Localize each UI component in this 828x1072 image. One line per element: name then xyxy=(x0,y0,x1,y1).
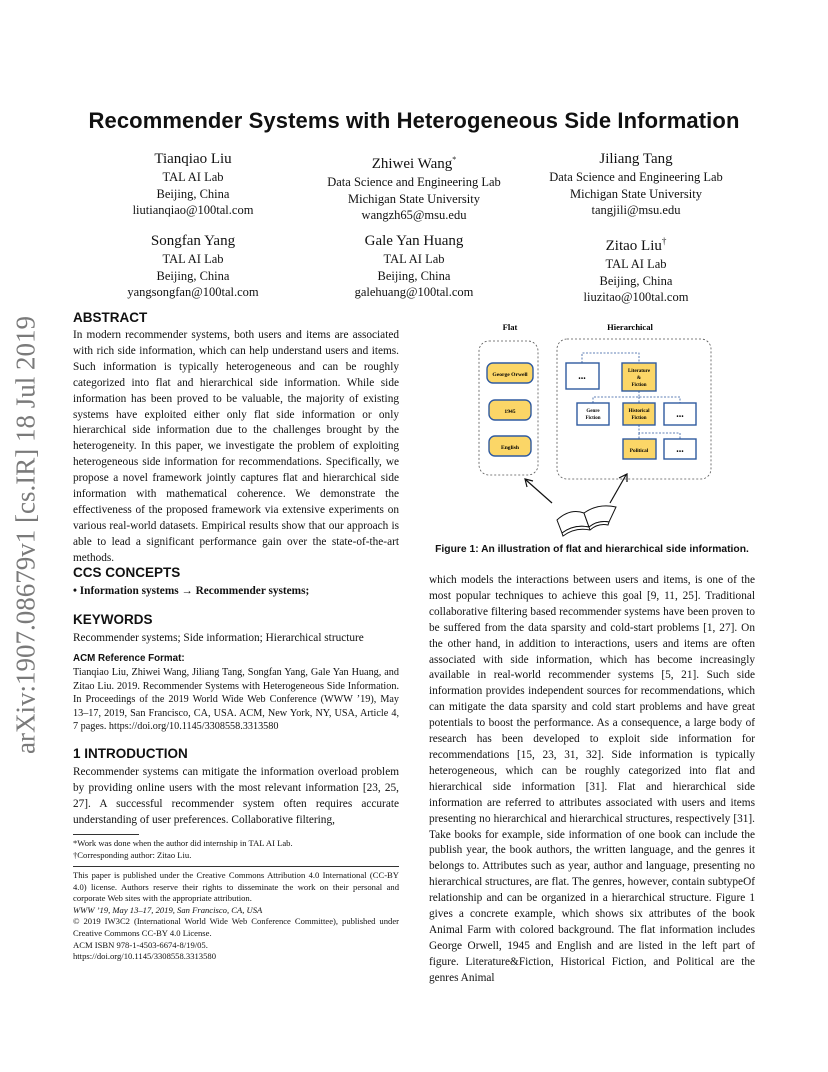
doi-line: https://doi.org/10.1145/3308558.3313580 xyxy=(73,951,216,962)
intro-continued-text: which models the interactions between users and items, is one of the most popular techniques to achieve this goal [9, 11, 25]. Traditional collaborative filtering based recommender systems have been proven to be suffered from the data sparsity and cold-start problems [1, 27]. On the other hand, in addition to interactions, users and items are often associated with side information, which has become increasingly available in real-world recommender systems [5, 21]. Such side information provides independent sources for recommendations, which can mitigate the data sparsity and cold start problems and have great potentials to boost the performance. As a consequence, a large body of research has been developed to exploit side information for recommendations [15, 23, 31, 32]. Side information is typically heterogeneous, which can be roughly categorized into flat and hierarchical side information [31]. Flat and hierarchical side information are referred to attributes associated with users and items presenting no hierarchical and hierarchical structures, respectively [31]. Take books for example, side information of one book can include the publish year, the book authors, the written language, and the genres it belongs to. Attributes such as year, author and language, presenting no hierarchical structures, are flat. The genres, however, contain subtypeOf relationship and can be organized in a hierarchical structure. Figure 1 gives a concrete example, which shows six attributes of the book Animal Farm with colored background. The flat information includes George Orwell, 1945 and English and are listed in the left part of figure. Literature&Fiction, Historical Fiction, and Political are the genres Animal xyxy=(429,574,755,984)
figure-flat-label: Flat xyxy=(502,322,518,332)
author-mark: † xyxy=(661,236,667,246)
author-name: Jiliang Tang xyxy=(599,151,673,167)
author-affil: Beijing, China xyxy=(156,268,230,283)
author-affil: Beijing, China xyxy=(156,186,230,201)
figure-caption: Figure 1: An illustration of flat and hierarchical side information. xyxy=(435,544,749,555)
author-affil: Data Science and Engineering Lab xyxy=(549,170,723,184)
abstract-heading: ABSTRACT xyxy=(73,310,148,325)
author-affil: TAL AI Lab xyxy=(605,257,667,271)
keywords-section xyxy=(73,612,399,647)
hier-literature-label: & xyxy=(636,376,642,381)
acm-ref-text: Tianqiao Liu, Zhiwei Wang, Jiliang Tang, Songfan Yang, Gale Yan Huang, and Zitao Liu. 2019. Recommender Systems with Heterogeneous Side Information. In Proceedings of the 2019 World Wide Web Conference (WWW ’19), May 13–17, 2019, San Francisco, CA, USA. ACM, New York, NY, USA, Article 4, 7 pages. https://doi.org/10.1145/3308558.3313580 xyxy=(73,667,399,733)
keywords-heading: KEYWORDS xyxy=(73,612,153,627)
footnote: *Work was done when the author did internship in TAL AI Lab. xyxy=(73,838,293,848)
figure-arrows xyxy=(525,474,627,503)
hier-literature-label: Literature xyxy=(627,369,651,374)
ccs-section xyxy=(73,565,399,600)
hier-dots: ... xyxy=(676,409,684,420)
author-email: wangzh65@msu.edu xyxy=(361,208,467,222)
paper-title: Recommender Systems with Heterogeneous Side Information xyxy=(88,108,740,133)
author-email: liuzitao@100tal.com xyxy=(583,290,689,304)
flat-item-label: English xyxy=(500,445,520,451)
author-email: tangjili@msu.edu xyxy=(591,203,681,217)
arxiv-stamp xyxy=(0,300,56,770)
arxiv-stamp-text: arXiv:1907.08679v1 [cs.IR] 18 Jul 2019 xyxy=(10,316,41,754)
author-name: Gale Yan Huang xyxy=(364,233,464,249)
hier-political-label: Political xyxy=(629,448,649,454)
hier-dots: ... xyxy=(578,371,586,382)
author-block xyxy=(516,232,756,306)
author-block xyxy=(294,150,534,224)
intro-section xyxy=(73,746,399,829)
abstract-text: In modern recommender systems, both users and items are associated with rich side information, which can help understand users and items. Such information is typically heterogeneous and can be roughly categorized into flat and hierarchical side information. While side information has been proved to be valuable, the majority of existing systems have exploited either only flat side information or only hierarchical side information due to the challenges brought by the heterogeneity. In this paper, we investigate the problem of exploiting heterogeneous side information for recommendations. Specifically, we propose a novel framework jointly captures flat and hierarchical side information with mathematical coherence. We demonstrate the effectiveness of the proposed framework via extensive experiments on various real-world datasets. Empirical results show that our approach is able to lead a significant performance gain over the state-of-the-art methods. xyxy=(73,329,399,564)
conference-line: WWW ’19, May 13–17, 2019, San Francisco, CA, USA xyxy=(73,904,263,915)
acm-ref-section xyxy=(73,653,399,734)
author-affil: Beijing, China xyxy=(599,273,673,288)
author-block xyxy=(516,150,756,219)
figure-hier-label: Hierarchical xyxy=(607,322,653,332)
keywords-text: Recommender systems; Side information; Hierarchical structure xyxy=(73,632,364,644)
hier-genre-label: Genre xyxy=(586,409,600,414)
abstract-section xyxy=(73,310,399,567)
author-name: Zhiwei Wang xyxy=(371,156,453,172)
hier-historical-box xyxy=(623,403,655,425)
author-affil: TAL AI Lab xyxy=(162,252,224,266)
license-block xyxy=(73,870,399,963)
book-icon xyxy=(557,506,616,536)
author-affil: TAL AI Lab xyxy=(162,170,224,184)
author-email: galehuang@100tal.com xyxy=(354,285,474,299)
acm-ref-heading: ACM Reference Format: xyxy=(73,653,185,664)
author-name: Zitao Liu xyxy=(605,238,662,254)
license-text: This paper is published under the Creative Commons Attribution 4.0 International (CC-BY 4.0) license. Authors reserve their rights to disseminate the work on their personal and corporate Web sites with the appropriate attribution. xyxy=(73,870,399,904)
copyright-line: © 2019 IW3C2 (International World Wide Web Conference Committee), published under Creative Commons CC-BY 4.0 License. xyxy=(73,916,399,938)
author-affil: Beijing, China xyxy=(377,268,451,283)
ccs-text: • Information systems → Recommender systems; xyxy=(73,585,310,597)
flat-item-label: George Orwell xyxy=(492,372,528,378)
author-email: liutianqiao@100tal.com xyxy=(132,203,254,217)
author-email: yangsongfan@100tal.com xyxy=(127,285,259,299)
author-affil: Michigan State University xyxy=(348,191,480,206)
hier-historical-label: Historical xyxy=(628,409,650,414)
isbn-line: ACM ISBN 978-1-4503-6674-8/19/05. xyxy=(73,939,208,950)
figure-1 xyxy=(470,315,720,540)
author-name: Tianqiao Liu xyxy=(154,151,232,167)
intro-heading: 1 INTRODUCTION xyxy=(73,746,188,761)
hier-genre-box xyxy=(577,403,609,425)
hier-dots: ... xyxy=(676,444,684,455)
hier-historical-label: Fiction xyxy=(631,416,647,421)
footnotes xyxy=(73,838,399,861)
author-affil: TAL AI Lab xyxy=(383,252,445,266)
intro-text: Recommender systems can mitigate the information overload problem by providing online users with the most relevant information [23, 25, 27]. A successful recommender system often requires accurate understanding of user preferences. Collaborative filtering, xyxy=(73,766,399,826)
flat-item-label: 1945 xyxy=(504,409,516,415)
ccs-heading: CCS CONCEPTS xyxy=(73,565,181,580)
license-rule xyxy=(73,866,399,867)
author-name: Songfan Yang xyxy=(150,233,236,249)
footnote: †Corresponding author: Zitao Liu. xyxy=(73,849,192,860)
author-block xyxy=(73,232,313,301)
author-mark: * xyxy=(452,155,457,164)
author-block xyxy=(294,232,534,301)
author-block xyxy=(73,150,313,219)
footnote-rule xyxy=(73,834,139,835)
author-affil: Data Science and Engineering Lab xyxy=(327,175,501,189)
hier-genre-label: Fiction xyxy=(585,416,601,421)
hier-literature-label: Fiction xyxy=(631,383,647,388)
author-affil: Michigan State University xyxy=(570,186,702,201)
